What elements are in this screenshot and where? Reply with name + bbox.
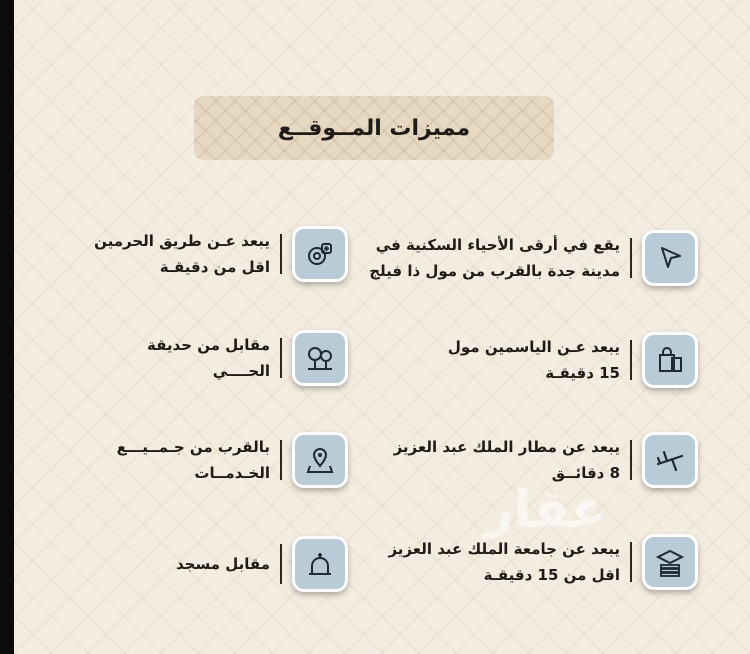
features-card bbox=[14, 0, 750, 654]
feature-park bbox=[147, 330, 348, 386]
mosque-icon bbox=[292, 536, 348, 592]
feature-road bbox=[94, 226, 348, 282]
feature-text: مقابل مسجد bbox=[176, 555, 270, 573]
feature-text: يبعد عن جامعة الملك عبد العزيز اقل من 15 دقيقـة bbox=[388, 540, 620, 584]
separator bbox=[630, 238, 632, 278]
page-title: مميزات المــوقــع bbox=[277, 115, 471, 141]
feature-location bbox=[369, 230, 698, 286]
airplane-icon bbox=[642, 432, 698, 488]
separator bbox=[630, 542, 632, 582]
feature-text: يبعد عـن الياسمين مول 15 دقيقـة bbox=[447, 338, 620, 382]
separator bbox=[280, 544, 282, 584]
map-pin-icon bbox=[292, 432, 348, 488]
separator bbox=[630, 340, 632, 380]
graduation-cap-icon bbox=[642, 534, 698, 590]
feature-services bbox=[117, 432, 348, 488]
feature-text: يبعد عـن طريق الحرمين اقل من دقيقـة bbox=[94, 232, 270, 276]
feature-text: يقع في أرقى الأحياء السكنية في مدينة جدة بالقرب من مول ذا فيلج bbox=[369, 236, 620, 280]
left-edge bbox=[0, 0, 14, 654]
road-sign-icon bbox=[292, 226, 348, 282]
separator bbox=[280, 338, 282, 378]
separator bbox=[280, 440, 282, 480]
title-banner bbox=[194, 96, 554, 160]
separator bbox=[280, 234, 282, 274]
feature-text: مقابل من حديقة الحــــي bbox=[147, 336, 270, 380]
park-trees-icon bbox=[292, 330, 348, 386]
separator bbox=[630, 440, 632, 480]
feature-university bbox=[388, 534, 698, 590]
shopping-bag-icon bbox=[642, 332, 698, 388]
navigation-arrow-icon bbox=[642, 230, 698, 286]
feature-text: يبعد عن مطار الملك عبد العزيز 8 دقائــق bbox=[393, 438, 620, 482]
feature-mall bbox=[448, 332, 698, 388]
watermark: عقار bbox=[484, 480, 607, 540]
feature-mosque bbox=[176, 536, 348, 592]
feature-text: بالقرب من جـمــيـــع الخـدمــات bbox=[116, 438, 270, 482]
